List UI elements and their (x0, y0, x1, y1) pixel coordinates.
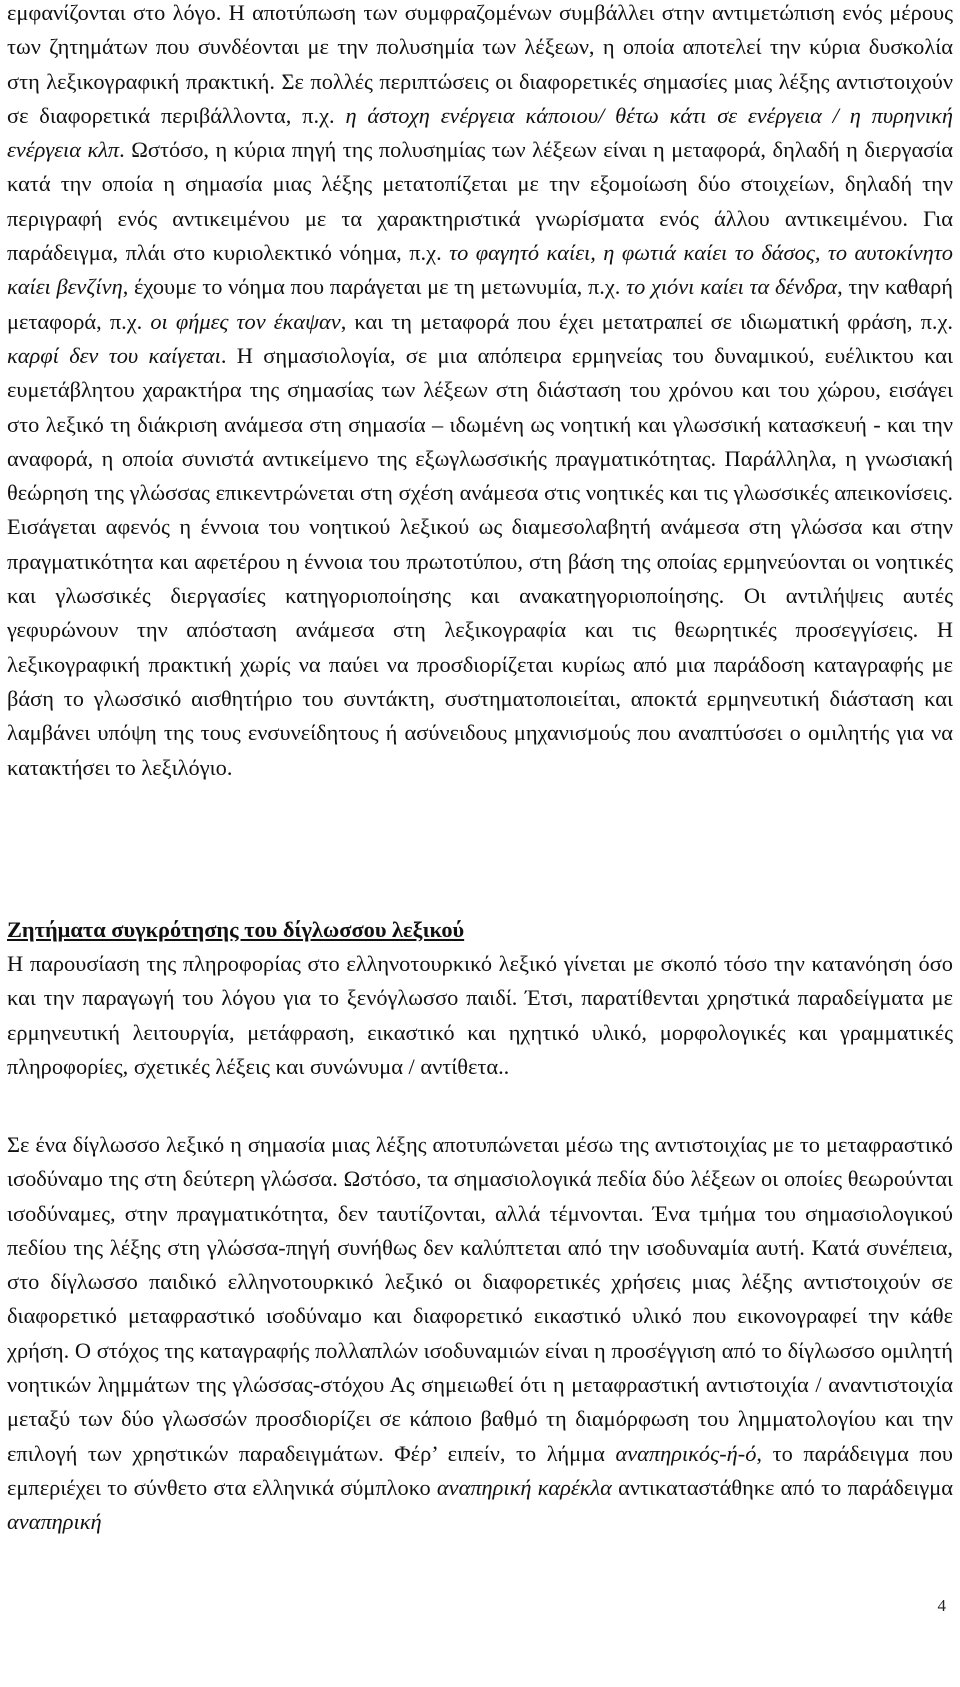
italic-example-text: οι φήμες τον έκαψαν (150, 308, 341, 334)
paragraph-text: εμφανίζονται στο λόγο. Η αποτύπωση των συμφραζομένων συμβάλλει στην αντιμετώπιση ενός μέρους των ζητημάτων που συνδέονται με την πολυσημία των λέξεων, η οποία αποτελεί την κύρια δυσκολία στη λεξικογραφική πρακτική. Σε πολλές περιπτώσεις οι διαφορετικές σημασίες μιας λέξης αντιστοιχούν σε διαφορετικά περιβάλλοντα, π.χ. (7, 0, 953, 128)
italic-example-text: η άστοχη ενέργεια κάποιου/ θέτω κάτι σε ενέργεια / η πυρηνική ενέργεια κλπ (7, 102, 954, 163)
italic-example-text: αναπηρικός-ή-ό (615, 1440, 757, 1466)
italic-example-text: καρφί δεν του καίγεται (7, 342, 221, 368)
paragraph-text: Σε ένα δίγλωσσο λεξικό η σημασία μιας λέξης αποτυπώνεται μέσω της αντιστοιχίας με το μεταφραστικό ισοδύναμο της στη δεύτερη γλώσσα. Ωστόσο, τα σημασιολογικά πεδία δύο λέξεων οι οποίες θεωρούνται ισοδύναμες, στην πραγματικότητα, δεν ταυτίζονται, αλλά τέμνονται. Ένα τμήμα του σημασιολογικού πεδίου της λέξης στη γλώσσα-πηγή συνήθως δεν καλύπτεται από την ισοδυναμία αυτή. Κατά συνέπεια, στο δίγλωσσο παιδικό ελληνοτουρκικό λεξικό οι διαφορετικές χρήσεις μιας λέξης αντιστοιχούν σε διαφορετικό μεταφραστικό ισοδύναμο και διαφορετικό εικαστικό υλικό που εικονογραφεί την κάθε χρήση. Ο στόχος της καταγραφής πολλαπλών ισοδυναμιών είναι η προσέγγιση από το δίγλωσσο ομιλητή νοητικών λημμάτων της γλώσσας-στόχου Ας σημειωθεί ότι η μεταφραστική αντιστοιχία / αναντιστοιχία μεταξύ των δύο γλωσσών προσδιορίζει σε κάποιο βαθμό τη διαμόρφωση του λημματολογίου και την επιλογή των χρηστικών παραδειγμάτων. Φέρ’ ειπείν, το λήμμα (7, 1132, 953, 1466)
body-paragraph (7, 0, 953, 785)
italic-example-text: αναπηρική καρέκλα (436, 1474, 612, 1500)
paragraph-text: . Η σημασιολογία, σε μια απόπειρα ερμηνείας του δυναμικού, ευέλικτου και ευμετάβλητου χαρακτήρα της σημασίας των λέξεων στη διάσταση του χρόνου και του χώρου, εισάγει στο λεξικό τη διάκριση ανάμεσα στη σημασία – ιδωμένη ως νοητική και γλωσσική κατασκευή - και την αναφορά, η οποία συνιστά αντικείμενο της εξωγλωσσικής πραγματικότητας. Παράλληλα, η γνωσιακή θεώρηση της γλώσσας επικεντρώνεται στη σχέση ανάμεσα στις νοητικές και τις γλωσσικές απεικονίσεις. Εισάγεται αφενός η έννοια του νοητικού λεξικού ως διαμεσολαβητή ανάμεσα στη γλώσσα και στην πραγματικότητα και αφετέρου η έννοια του πρωτοτύπου, στη βάση της οποίας ερμηνεύονται οι νοητικές και γλωσσικές διεργασίες κατηγοριοποίησης και ανακατηγοριοποίησης. Οι αντιλήψεις αυτές γεφυρώνουν την απόσταση ανάμεσα στη λεξικογραφία και τις θεωρητικές προσεγγίσεις. Η λεξικογραφική πρακτική χωρίς να παύει να προσδιορίζεται κυρίως από μια παράδοση καταγραφής με βάση το γλωσσικό αισθητήριο του συντάκτη, συστηματοποιείται, αποκτά ερμηνευτική διάσταση και λαμβάνει υπόψη της τους ενσυνείδητους ή ασύνειδους μηχανισμούς που αναπτύσσει ο ομιλητής για να κατακτήσει το λεξιλόγιο. (7, 342, 953, 780)
body-paragraph (7, 947, 953, 1084)
italic-example-text: το φαγητό καίει, η φωτιά καίει το δάσος, το αυτοκίνητο καίει βενζίνη (7, 240, 953, 300)
paragraph-text: αντικαταστάθηκε από το παράδειγμα (611, 1474, 953, 1500)
page-number: 4 (937, 1596, 946, 1615)
italic-example-text: το χιόνι καίει τα δένδρα (626, 274, 838, 300)
paragraph-text: . Ωστόσο, η κύρια πηγή της πολυσημίας των λέξεων είναι η μεταφορά, δηλαδή η διεργασία κατά την οποία η σημασία μιας λέξης μετατοπίζεται με την εξομοίωση δύο στοιχείων, δηλαδή την περιγραφή ενός αντικειμένου με τα χαρακτηριστικά γνωρίσματα ενός άλλου αντικειμένου. Για παράδειγμα, πλάι στο κυριολεκτικό νόημα, π.χ. (7, 137, 953, 266)
italic-example-text: αναπηρική (7, 1509, 102, 1535)
section-heading: Ζητήματα συγκρότησης του δίγλωσσου λεξικού (7, 917, 465, 942)
paragraph-text: , έχουμε το νόημα που παράγεται με τη μετωνυμία, π.χ. (122, 274, 627, 300)
body-paragraph (7, 1128, 953, 1540)
paragraph-text: Η παρουσίαση της πληροφορίας στο ελληνοτουρκικό λεξικό γίνεται με σκοπό τόσο την κατανόηση όσο και την παραγωγή του λόγου για το ξενόγλωσσο παιδί. Έτσι, παρατίθενται χρηστικά παραδείγματα με ερμηνευτική λειτουργία, μετάφραση, εικαστικό και ηχητικό υλικό, μορφολογικές και γραμματικές πληροφορίες, σχετικές λέξεις και συνώνυμα / αντίθετα.. (7, 951, 953, 1079)
paragraph-text: , την καθαρή μεταφορά, π.χ. (7, 274, 954, 334)
paragraph-text: , το παράδειγμα που εμπεριέχει το σύνθετο στα ελληνικά σύμπλοκο (7, 1440, 953, 1500)
paragraph-text: , και τη μεταφορά που έχει μετατραπεί σε ιδιωματική φράση, π.χ. (340, 308, 954, 334)
